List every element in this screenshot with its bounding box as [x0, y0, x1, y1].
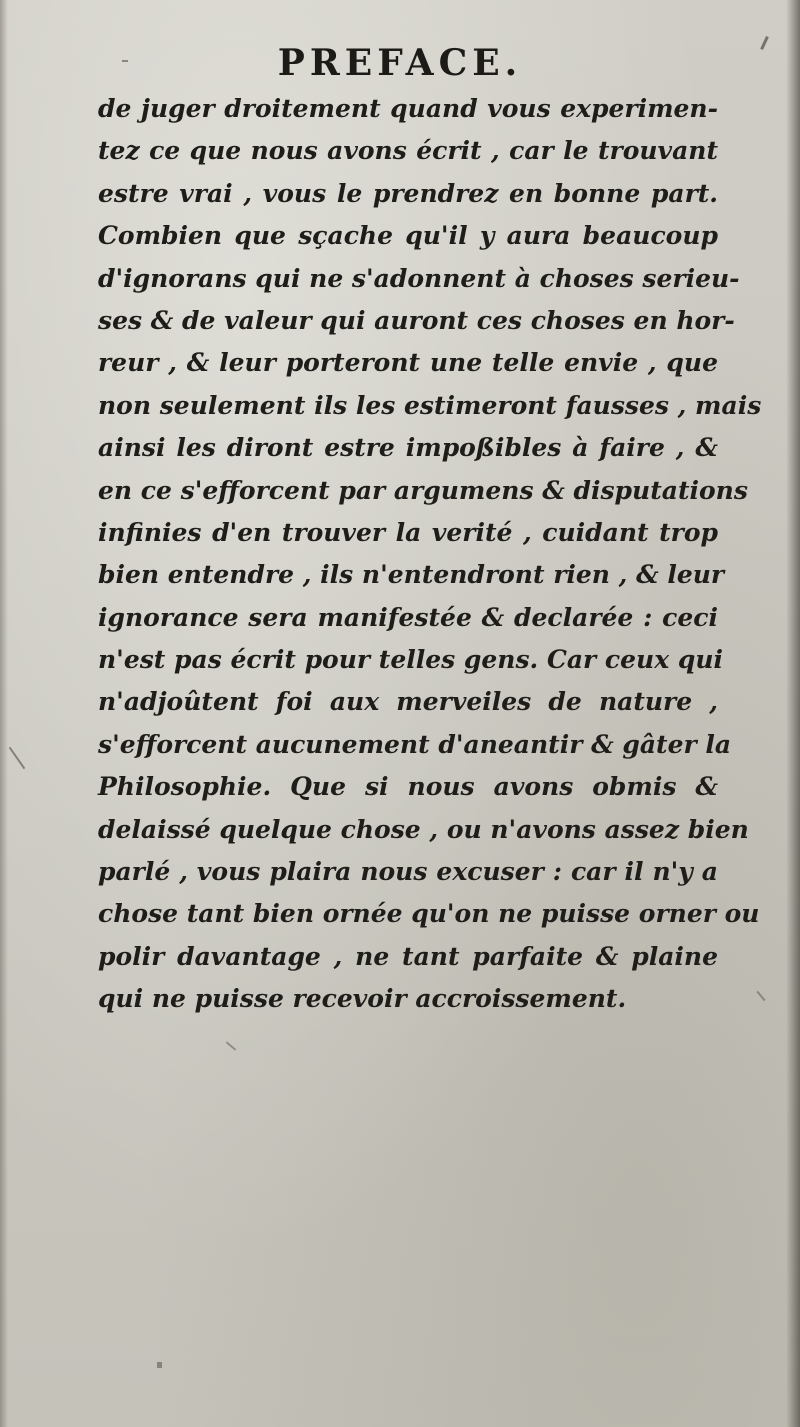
- text-line: Combien que sçache qu'il y aura beaucoup: [98, 221, 718, 251]
- page-right-edge-shadow: [786, 0, 800, 1427]
- text-line: s'efforcent aucunement d'aneantir & gâter la: [98, 729, 732, 759]
- text-line: delaissé quelque chose , ou n'avons assez bien: [98, 814, 749, 844]
- text-line: chose tant bien ornée qu'on ne puisse orner ou: [98, 899, 760, 929]
- text-line: d'ignorans qui ne s'adonnent à choses serieu-: [98, 263, 740, 293]
- paper-speck: [9, 747, 26, 769]
- paper-speck: [226, 1041, 236, 1050]
- text-line: polir davantage , ne tant parfaite & plaine: [98, 941, 718, 971]
- text-line: parlé , vous plaira nous excuser : car il n'y a: [98, 857, 718, 887]
- running-head: PREFACE.: [277, 42, 523, 84]
- text-line: ainsi les diront estre impoßibles à faire , &: [98, 433, 718, 463]
- text-line: bien entendre , ils n'entendront rien , & leur: [98, 560, 725, 590]
- text-line: infinies d'en trouver la verité , cuidant trop: [98, 517, 718, 547]
- text-line: tez ce que nous avons écrit , car le trouvant: [98, 136, 718, 166]
- text-line: reur , & leur porteront une telle envie , que: [98, 348, 718, 378]
- text-line: n'est pas écrit pour telles gens. Car ceux qui: [98, 645, 723, 675]
- text-line: en ce s'efforcent par argumens & disputations: [98, 475, 748, 505]
- page-left-edge-shadow: [0, 0, 8, 1427]
- text-line: Philosophie. Que si nous avons obmis &: [98, 772, 718, 802]
- text-line: non seulement ils les estimeront fausses , mais: [98, 390, 762, 420]
- paper-speck: [122, 60, 128, 62]
- text-line: de juger droitement quand vous experimen-: [98, 94, 718, 123]
- paper-speck: [756, 991, 765, 1001]
- preface-body-text: [98, 88, 762, 1021]
- text-line: ignorance sera manifestée & declarée : ceci: [98, 602, 718, 632]
- text-line: n'adjoûtent foi aux merveiles de nature ,: [98, 687, 718, 717]
- text-line: estre vrai , vous le prendrez en bonne part.: [98, 178, 718, 208]
- text-line: ses & de valeur qui auront ces choses en hor-: [98, 305, 735, 335]
- paper-speck: [157, 1362, 162, 1368]
- text-line: qui ne puisse recevoir accroissement.: [98, 984, 627, 1014]
